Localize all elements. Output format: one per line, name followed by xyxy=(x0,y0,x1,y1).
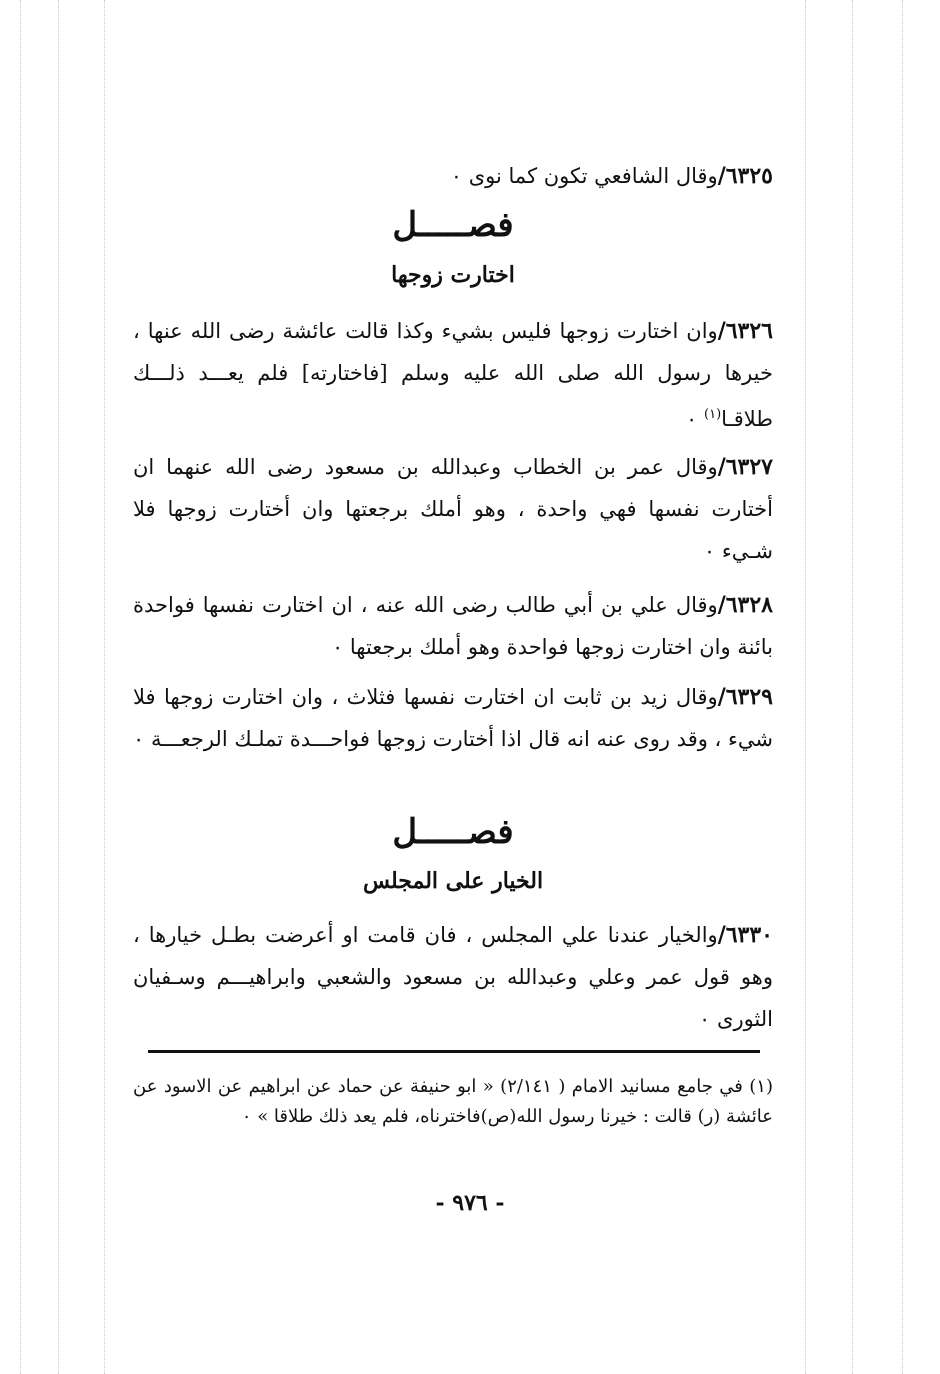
paragraph-6326 xyxy=(133,310,773,440)
paragraph-number: ٦٣٢٦/ xyxy=(717,318,773,344)
paragraph-text: وقال عمر بن الخطاب وعبدالله بن مسعود رضى الله عنهما ان أختارت نفسها فهي واحدة ، وهو أملك برجعتها وان أختارت زوجها فلا شـيء ٠ xyxy=(133,455,773,563)
section-subheading: الخيار على المجلس xyxy=(362,868,544,894)
paragraph-number: ٦٣٢٧/ xyxy=(717,454,773,480)
paragraph-text: وان اختارت زوجها فليس بشيء وكذا قالت عائشة رضى الله عنها ، خيرها رسول الله صلى الله عليه وسلم [فاختارته] فلم يعـــد ذلـــك طلاقـا xyxy=(133,319,773,431)
paragraph-end: ٠ xyxy=(686,407,705,431)
section-heading: فصـــــل xyxy=(392,812,514,852)
page-number: - ٩٧٦ - xyxy=(435,1190,505,1216)
paragraph-number: ٦٣٣٠/ xyxy=(717,922,773,948)
footnote: (١) في جامع مسانيد الامام ( ٢/١٤١) « ابو حنيفة عن حماد عن ابراهيم عن الاسود عن عائشة (ر) قالت : خيرنا رسول الله(ص)فاخترناه، فلم يعد ذلك طلاقا » ٠ xyxy=(133,1076,773,1127)
scan-dotted-line xyxy=(805,0,806,1374)
paragraph-text: وقال زيد بن ثابت ان اختارت نفسها فثلاث ، وان اختارت زوجها فلا شيء ، وقد روى عنه انه قال اذا أختارت زوجها فواحـــدة تملـك الرجعـــة ٠ xyxy=(133,685,773,751)
paragraph-6325 xyxy=(133,155,773,197)
scan-dotted-line xyxy=(58,0,59,1374)
paragraph-6327 xyxy=(133,446,773,572)
scan-dotted-line xyxy=(852,0,853,1374)
paragraph-6330 xyxy=(133,914,773,1040)
footnote-reference: (١) xyxy=(704,407,722,422)
paragraph-6328 xyxy=(133,584,773,668)
paragraph-text: وقال علي بن أبي طالب رضى الله عنه ، ان اختارت نفسها فواحدة بائنة وان اختارت زوجها فواحدة وهو أملك برجعتها ٠ xyxy=(133,593,773,659)
scan-dotted-line xyxy=(902,0,903,1374)
paragraph-text: والخيار عندنا علي المجلس ، فان قامت او أعرضت بطـل خيارها ، وهو قول عمر وعلي وعبدالله بن مسعود والشعبي وابراهيـــم وسـفيان الثورى ٠ xyxy=(133,923,774,1031)
scan-dotted-line xyxy=(104,0,105,1374)
paragraph-6329 xyxy=(133,676,773,760)
scan-dotted-line xyxy=(20,0,21,1374)
section-subheading: اختارت زوجها xyxy=(391,262,515,288)
paragraph-number: ٦٣٢٥/ xyxy=(717,163,773,189)
paragraph-number: ٦٣٢٨/ xyxy=(717,592,773,618)
paragraph-number: ٦٣٢٩/ xyxy=(717,684,773,710)
footnote-separator xyxy=(148,1050,760,1053)
paragraph-text: وقال الشافعي تكون كما نوى ٠ xyxy=(450,164,718,188)
section-heading: فصـــــل xyxy=(392,205,514,245)
